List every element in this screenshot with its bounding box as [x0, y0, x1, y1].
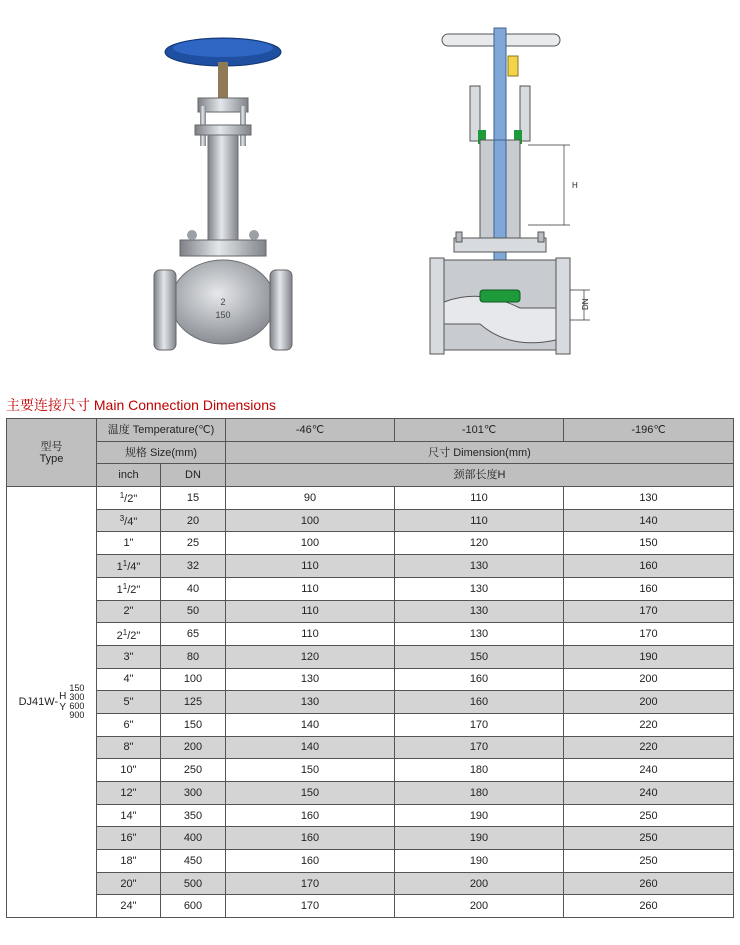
dn-cell: 400 — [161, 827, 226, 850]
model-material-suffix — [59, 691, 66, 713]
header-row-units — [7, 464, 734, 487]
inch-cell — [97, 804, 161, 827]
table-row — [7, 782, 734, 805]
inch-denominator: 2 — [130, 584, 137, 597]
neck-length-cell: 160 — [226, 804, 395, 827]
neck-length-cell: 250 — [564, 804, 734, 827]
inch-cell: $1^1/4$" — [97, 555, 161, 578]
inch-cell — [97, 782, 161, 805]
inch-cell — [97, 736, 161, 759]
neck-length-cell: 150 — [226, 782, 395, 805]
model-prefix: DJ41W- — [18, 696, 59, 709]
neck-length-cell: 260 — [564, 895, 734, 918]
inch-value: 2" — [123, 605, 134, 618]
inch-cell — [97, 691, 161, 714]
inch-whole: 1 — [116, 561, 123, 574]
inch-cell — [97, 600, 161, 623]
neck-length-cell: 140 — [564, 509, 734, 532]
neck-length-cell: 150 — [226, 759, 395, 782]
inch-cell — [97, 850, 161, 873]
inch-denominator: 4 — [127, 516, 134, 529]
table-row — [7, 827, 734, 850]
valve-disc — [480, 290, 520, 302]
table-row — [7, 623, 734, 646]
inch-value: 24" — [120, 900, 137, 913]
temperature-col-1: -46℃ — [226, 419, 395, 442]
inch-denominator: 2 — [130, 629, 137, 642]
dn-cell: 100 — [161, 668, 226, 691]
temperature-col-3: -196℃ — [564, 419, 734, 442]
neck-length-cell: 120 — [395, 532, 564, 555]
neck-length-cell: 240 — [564, 759, 734, 782]
inch-value: 12" — [120, 786, 137, 799]
inch-cell — [97, 532, 161, 555]
inch-cell — [97, 827, 161, 850]
body-mark-class: 150 — [215, 310, 231, 320]
inch-cell — [97, 668, 161, 691]
inch-value: 14" — [120, 809, 137, 822]
h-dimension-label: H — [572, 181, 578, 190]
neck-length-cell: 160 — [564, 577, 734, 600]
table-row — [7, 600, 734, 623]
header-row-temperature — [7, 419, 734, 442]
neck-length-cell: 190 — [395, 804, 564, 827]
neck-length-cell: 130 — [226, 668, 395, 691]
neck-length-cell: 110 — [226, 555, 395, 578]
neck-length-cell: 130 — [395, 623, 564, 646]
table-row — [7, 691, 734, 714]
neck-length-cell: 130 — [395, 555, 564, 578]
neck-length-cell: 160 — [395, 691, 564, 714]
pressure-class: 900 — [69, 710, 85, 721]
model-suffix-top: H — [59, 691, 67, 703]
dimension-label: 尺寸 Dimension(mm) — [226, 441, 734, 464]
inch-value: 8" — [123, 741, 134, 754]
neck-length-cell: 220 — [564, 713, 734, 736]
table-row — [7, 895, 734, 918]
neck-length-cell: 110 — [395, 487, 564, 510]
valve-photo — [140, 30, 310, 360]
dn-cell: 300 — [161, 782, 226, 805]
neck-length-cell: 140 — [226, 736, 395, 759]
dn-cell: 15 — [161, 487, 226, 510]
table-row — [7, 850, 734, 873]
neck-length-cell: 180 — [395, 759, 564, 782]
dn-cell: 20 — [161, 509, 226, 532]
neck-length-cell: 190 — [395, 827, 564, 850]
neck-length-cell: 130 — [395, 600, 564, 623]
inch-cell: $^3$/4" — [97, 509, 161, 532]
pressure-class: 300 — [69, 692, 85, 703]
neck-length-cell: 120 — [226, 645, 395, 668]
inch-cell — [97, 713, 161, 736]
model-code — [19, 684, 85, 720]
inch-value: 16" — [120, 832, 137, 845]
section-heading: 主要连接尺寸 Main Connection Dimensions — [6, 397, 276, 413]
neck-length-cell: 90 — [226, 487, 395, 510]
dn-cell: 25 — [161, 532, 226, 555]
dn-cell: 200 — [161, 736, 226, 759]
inch-label: inch — [97, 464, 161, 487]
section-drawing — [420, 20, 610, 370]
neck-length-cell: 160 — [226, 827, 395, 850]
inch-numerator: 3 — [119, 514, 125, 524]
table-row — [7, 668, 734, 691]
neck-length-cell: 220 — [564, 736, 734, 759]
table-row — [7, 645, 734, 668]
dn-cell: 250 — [161, 759, 226, 782]
neck-length-cell: 110 — [226, 600, 395, 623]
neck-length-cell: 240 — [564, 782, 734, 805]
inch-cell — [97, 759, 161, 782]
model-cell — [7, 487, 97, 918]
table-row — [7, 713, 734, 736]
product-figures — [0, 0, 740, 380]
stem — [218, 62, 228, 102]
neck-length-cell: 200 — [395, 872, 564, 895]
inch-value: 20" — [120, 877, 137, 890]
neck-length-cell: 170 — [564, 600, 734, 623]
inch-value: 6" — [123, 718, 134, 731]
dn-cell: 40 — [161, 577, 226, 600]
neck-length-cell: 160 — [564, 555, 734, 578]
right-flange — [270, 270, 292, 350]
neck-length-cell: 150 — [395, 645, 564, 668]
neck-length-cell: 200 — [564, 691, 734, 714]
neck-length-cell: 200 — [395, 895, 564, 918]
inch-value: 5" — [123, 696, 134, 709]
pressure-class: 600 — [69, 701, 85, 712]
dn-cell: 450 — [161, 850, 226, 873]
dn-cell: 125 — [161, 691, 226, 714]
neck-length-cell: 190 — [395, 850, 564, 873]
inch-cell: $^1$/2" — [97, 487, 161, 510]
table-row — [7, 577, 734, 600]
model-pressure-classes — [69, 684, 84, 720]
model-suffix-bottom: Y — [59, 702, 67, 714]
neck-length-cell: 250 — [564, 850, 734, 873]
type-header-en: Type — [39, 452, 64, 465]
neck-length-cell: 170 — [564, 623, 734, 646]
neck-length-cell: 110 — [226, 623, 395, 646]
neck-length-cell: 130 — [564, 487, 734, 510]
header-row-size — [7, 441, 734, 464]
inch-cell: $1^1/2$" — [97, 577, 161, 600]
table-row — [7, 759, 734, 782]
pressure-class: 150 — [69, 683, 85, 694]
body-mark-size: 2 — [220, 297, 226, 307]
dn-cell: 80 — [161, 645, 226, 668]
dimensions-table — [6, 418, 734, 918]
table-row — [7, 509, 734, 532]
neck-length-cell: 150 — [564, 532, 734, 555]
inch-value: 3" — [123, 650, 134, 663]
inch-denominator: 4 — [130, 561, 137, 574]
inch-whole: 2 — [116, 629, 123, 642]
dn-cell: 600 — [161, 895, 226, 918]
neck-length-cell: 130 — [226, 691, 395, 714]
neck-length-cell: 260 — [564, 872, 734, 895]
neck-length-cell: 110 — [395, 509, 564, 532]
left-flange — [154, 270, 176, 350]
inch-cell: $2^1/2$" — [97, 623, 161, 646]
inch-cell — [97, 645, 161, 668]
dn-cell: 32 — [161, 555, 226, 578]
dn-cell: 350 — [161, 804, 226, 827]
neck-length-cell: 180 — [395, 782, 564, 805]
dn-cell: 150 — [161, 713, 226, 736]
inch-value: 4" — [123, 673, 134, 686]
neck-length-cell: 190 — [564, 645, 734, 668]
inch-numerator: 1 — [122, 559, 128, 569]
neck-length-cell: 160 — [226, 850, 395, 873]
inch-numerator: 1 — [122, 627, 128, 637]
inch-numerator: 1 — [119, 491, 125, 501]
inch-numerator: 1 — [122, 582, 128, 592]
neck-length-cell: 170 — [226, 895, 395, 918]
table-row — [7, 872, 734, 895]
neck-length-label: 颈部长度H — [226, 464, 734, 487]
table-row — [7, 804, 734, 827]
dn-cell: 50 — [161, 600, 226, 623]
neck-length-cell: 170 — [395, 736, 564, 759]
neck-length-cell: 130 — [395, 577, 564, 600]
neck-length-cell: 110 — [226, 577, 395, 600]
inch-whole: 1 — [116, 584, 123, 597]
inch-value: 10" — [120, 764, 137, 777]
neck-length-cell: 100 — [226, 509, 395, 532]
neck-length-cell: 160 — [395, 668, 564, 691]
inch-cell — [97, 895, 161, 918]
dn-dimension-label: DN — [581, 298, 590, 310]
table-row — [7, 532, 734, 555]
neck-length-cell: 170 — [226, 872, 395, 895]
dn-cell: 500 — [161, 872, 226, 895]
table-row — [7, 736, 734, 759]
type-header-zh: 型号 — [40, 440, 63, 453]
neck-length-cell: 100 — [226, 532, 395, 555]
type-header-cell — [7, 419, 97, 487]
inch-denominator: 2 — [127, 493, 134, 506]
neck-length-cell: 250 — [564, 827, 734, 850]
table-row — [7, 487, 734, 510]
inch-cell — [97, 872, 161, 895]
temperature-col-2: -101℃ — [395, 419, 564, 442]
dn-label: DN — [161, 464, 226, 487]
dn-cell: 65 — [161, 623, 226, 646]
temperature-label: 温度 Temperature(℃) — [97, 419, 226, 442]
extension-bonnet — [208, 135, 238, 245]
neck-length-cell: 170 — [395, 713, 564, 736]
neck-length-cell: 140 — [226, 713, 395, 736]
inch-value: 18" — [120, 854, 137, 867]
table-row — [7, 555, 734, 578]
neck-length-cell: 200 — [564, 668, 734, 691]
size-label: 规格 Size(mm) — [97, 441, 226, 464]
inch-value: 1" — [123, 537, 134, 550]
